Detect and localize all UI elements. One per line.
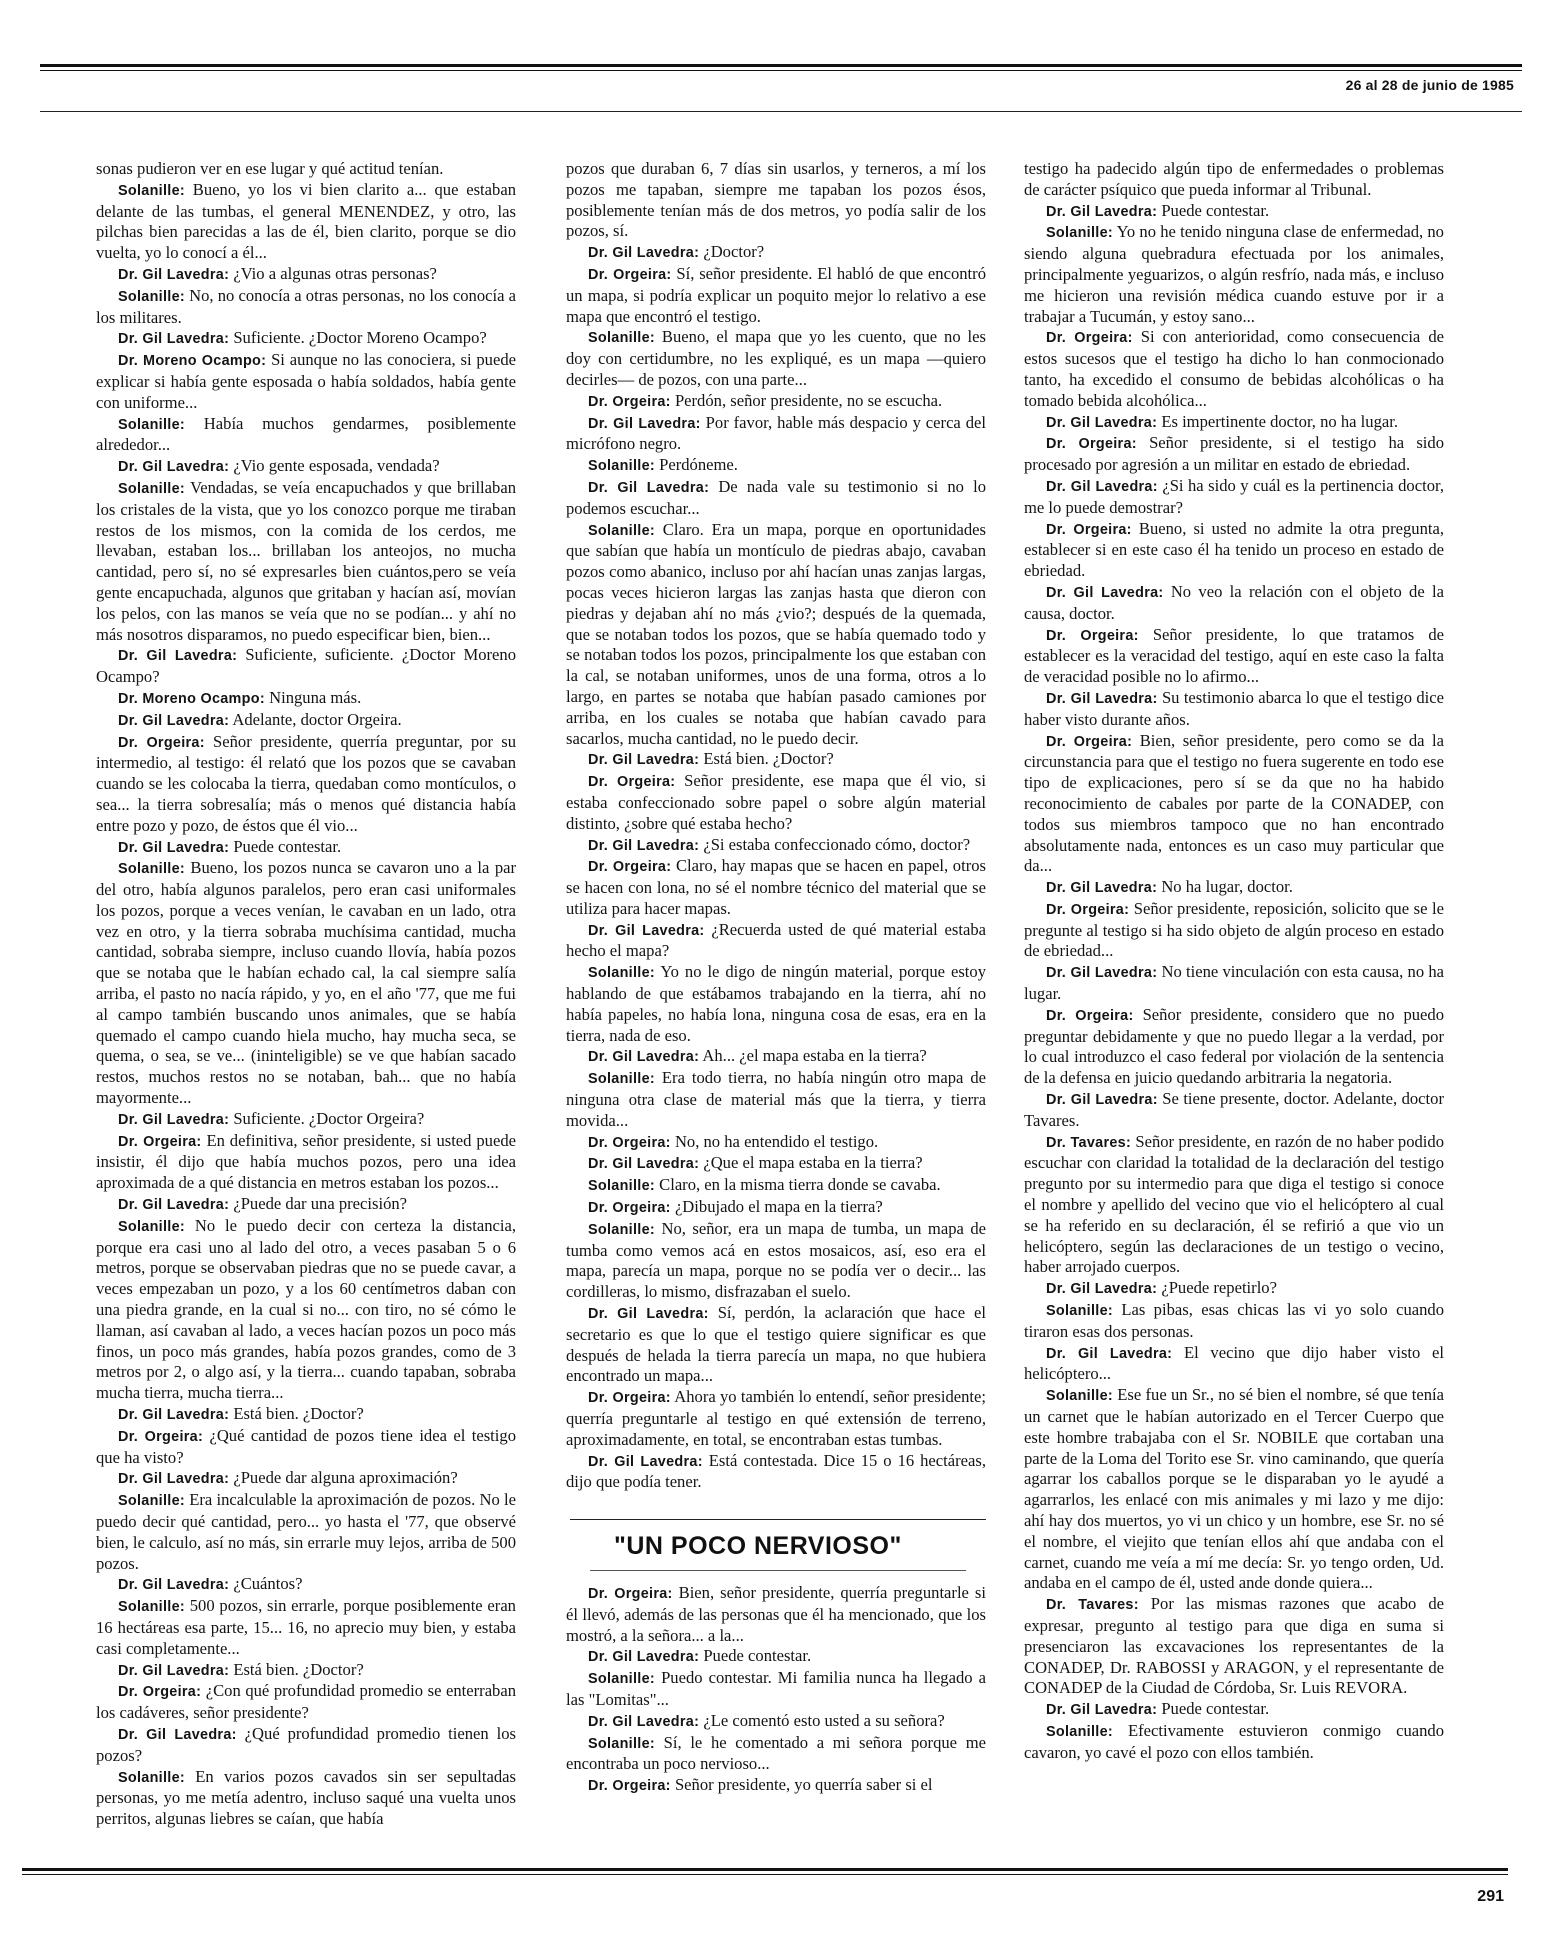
dialogue-paragraph — [96, 180, 516, 264]
speaker-label: Dr. Gil Lavedra: — [1046, 414, 1158, 431]
speech-text: Por las mismas razones que acabo de expresar, pregunto al testigo para que diga en suma si presenciaron las excavaciones los representantes de la CONADEP, Dr. RABOSSI y ARAGON, y el representante de CONADEP de la Ciudad de Córdoba, Sr. Luis REVORA. — [1024, 1594, 1444, 1698]
speech-text: En varios pozos cavados sin ser sepultadas personas, yo me metía adentro, incluso saqué una vuelta unos perritos, algunas liebres se caían, que había — [96, 1766, 516, 1829]
column-2-dialogue-continued — [566, 1583, 986, 1797]
speaker-label: Dr. Gil Lavedra: — [118, 266, 230, 283]
dialogue-paragraph — [566, 1219, 986, 1303]
dialogue-paragraph — [96, 732, 516, 837]
speech-text: ¿Recuerda usted de qué material estaba hecho el mapa? — [566, 919, 986, 961]
speech-text: Puede contestar. — [1161, 200, 1270, 220]
speaker-label: Dr. Gil Lavedra: — [118, 839, 230, 856]
speech-text: El vecino que dijo haber visto el helicóptero... — [1024, 1342, 1444, 1384]
speech-text: Señor presidente, en razón de no haber podido escuchar con claridad la totalidad de la declaración del testigo pregunto por su intermedio para que diga el testigo si conoce el nombre y apellido del vecino que vio el helicóptero al cual se ha referido en su declaración, él se refirió a que vio un helicóptero, según las declaraciones de un testigo o vecino, haber arrojado cuerpos. — [1024, 1131, 1444, 1277]
speaker-label: Dr. Gil Lavedra: — [588, 1306, 709, 1323]
speaker-label: Solanille: — [588, 1221, 655, 1238]
speaker-label: Solanille: — [1046, 225, 1113, 242]
dialogue-paragraph — [96, 1194, 516, 1216]
dialogue-paragraph — [566, 1068, 986, 1131]
speaker-label: Solanille: — [588, 330, 655, 347]
dialogue-paragraph — [96, 1426, 516, 1469]
dialogue-paragraph — [96, 1681, 516, 1724]
top-rule — [40, 64, 1522, 67]
dialogue-paragraph — [566, 1583, 986, 1646]
speech-text: Por favor, hable más despacio y cerca del micrófono negro. — [566, 412, 986, 454]
speaker-label: Solanille: — [118, 1218, 185, 1235]
dialogue-paragraph — [566, 520, 986, 750]
dialogue-paragraph — [566, 1387, 986, 1450]
dialogue-paragraph — [566, 962, 986, 1046]
speaker-label: Dr. Gil Lavedra: — [588, 922, 705, 939]
dialogue-paragraph — [1024, 433, 1444, 476]
speech-text: Sí, le he comentado a mi señora porque me encontraba un poco nervioso... — [566, 1732, 986, 1774]
speech-text: Claro. Era un mapa, porque en oportunidades que sabían que había un montículo de piedras abajo, cavaban pozos como abanico, incluso por ahí hacían unas zanjas largas, pocas veces hicieron largas las zanjas hasta que dieron con piedras y dejaban ahí no más ¿vio?; después de la quemada, que se notaban todos los pozos, que se había quemado todo y se notaban todos los pozos, principalmente los que estaban con la cal, se notaban uniformes, unos de una forma, otros a lo largo, en partes se notaba que habían pasado camiones por arriba, en los cuales se notaba que habían cavado para sacarlos, mucha cantidad, no le puedo decir. — [566, 519, 986, 748]
header-date: 26 al 28 de junio de 1985 — [1345, 77, 1514, 93]
speaker-label: Dr. Orgeira: — [1046, 1007, 1134, 1024]
speech-text: Efectivamente estuvieron conmigo cuando cavaron, yo cavé el pozo con ellos también. — [1024, 1720, 1445, 1762]
speaker-label: Dr. Orgeira: — [1046, 521, 1132, 538]
header-underline — [40, 111, 1522, 112]
dialogue-paragraph — [566, 159, 986, 242]
speech-text: Yo no he tenido ninguna clase de enfermedad, no siendo alguna quebradura efectuada por los animales, principalmente yeguarizos, o algún resfrío, nada más, e incluso me hicieron una revisión médica cuando estuve por ir a trabajar a Tucumán, y estoy sano... — [1024, 222, 1444, 326]
dialogue-paragraph — [1024, 877, 1444, 899]
speech-text: Suficiente, suficiente. ¿Doctor Moreno Ocampo? — [96, 645, 517, 687]
speech-text: Está bien. ¿Doctor? — [703, 749, 834, 769]
speech-text: Señor presidente, yo querría saber si el — [674, 1775, 933, 1795]
speaker-label: Dr. Orgeira: — [588, 1390, 671, 1407]
speaker-label: Dr. Gil Lavedra: — [118, 1111, 230, 1128]
speech-text: No, señor, era un mapa de tumba, un mapa de tumba como vemos acá en estos mosaicos, así, eso era el mapa, parecía un mapa, porque no se podía ver o decir... las cordilleras, lo mismo, disfrazaban el suelo. — [566, 1218, 987, 1302]
speaker-label: Solanille: — [1046, 1388, 1113, 1405]
speaker-label: Solanille: — [588, 965, 655, 982]
section-title: "UN POCO NERVIOSO" — [614, 1532, 902, 1561]
speaker-label: Solanille: — [588, 1735, 655, 1752]
speech-text: Puede contestar. — [703, 1646, 812, 1666]
speech-text: Había muchos gendarmes, posiblemente alrededor... — [96, 413, 516, 455]
speaker-label: Dr. Gil Lavedra: — [1046, 478, 1158, 495]
speech-text: ¿Cuántos? — [233, 1574, 303, 1594]
speech-text: Su testimonio abarca lo que el testigo dice haber visto durante años. — [1024, 687, 1444, 729]
speech-text: Bien, señor presidente, querría preguntarle si él llevó, además de las personas que él ha mencionado, que los mostró, a la señora... a la... — [566, 1583, 986, 1645]
dialogue-paragraph — [1024, 1132, 1444, 1279]
speech-text: Suficiente. ¿Doctor Orgeira? — [233, 1108, 425, 1128]
speaker-label: Dr. Gil Lavedra: — [118, 1471, 230, 1488]
dialogue-paragraph — [1024, 476, 1444, 519]
dialogue-paragraph — [1024, 688, 1444, 731]
speech-text: ¿Qué cantidad de pozos tiene idea el testigo que ha visto? — [96, 1425, 516, 1467]
speech-text: Señor presidente, si el testigo ha sido procesado por agresión a un militar en estado de ebriedad. — [1024, 433, 1444, 475]
speech-text: pozos que duraban 6, 7 días sin usarlos, y terneros, a mí los pozos me tapaban, siempre me tapaban los pozos ésos, posiblemente tenían más de dos metros, yo podía salir de los pozos, sí. — [566, 159, 986, 241]
dialogue-paragraph — [566, 1197, 986, 1219]
speech-text: ¿Vio a algunas otras personas? — [233, 263, 437, 283]
section-header — [570, 1519, 986, 1571]
speech-text: De nada vale su testimonio si no lo podemos escuchar... — [566, 476, 987, 518]
speech-text: No ha lugar, doctor. — [1161, 877, 1293, 897]
speaker-label: Dr. Gil Lavedra: — [588, 1649, 700, 1666]
speaker-label: Dr. Orgeira: — [588, 393, 671, 410]
dialogue-paragraph — [566, 264, 986, 327]
dialogue-paragraph — [566, 1175, 986, 1197]
speaker-label: Dr. Moreno Ocampo: — [118, 690, 265, 707]
dialogue-paragraph — [566, 455, 986, 477]
speaker-label: Dr. Orgeira: — [1046, 733, 1133, 750]
speech-text: ¿Qué profundidad promedio tienen los pozos? — [96, 1723, 517, 1765]
speech-text: Señor presidente, querría preguntar, por su intermedio, al testigo: él relató que los pozos que se cavaban cuando se les colocaba la tierra, quedaban como montículos, o sea... la tierra sobresalía; más o menos qué distancia había entre pozo y pozo, de éstos que él vio... — [96, 731, 516, 835]
dialogue-paragraph — [1024, 962, 1444, 1005]
speech-text: ¿Puede dar alguna aproximación? — [233, 1468, 458, 1488]
dialogue-paragraph — [96, 710, 516, 732]
speaker-label: Dr. Gil Lavedra: — [588, 479, 710, 496]
speaker-label: Solanille: — [118, 861, 185, 878]
dialogue-paragraph — [1024, 899, 1444, 962]
speaker-label: Solanille: — [1046, 1303, 1113, 1320]
speaker-label: Dr. Tavares: — [1046, 1597, 1139, 1614]
speech-text: Era todo tierra, no había ningún otro mapa de ninguna otra clase de material más que la tierra, y tierra movida... — [566, 1068, 986, 1130]
dialogue-paragraph — [1024, 1343, 1444, 1386]
speech-text: Es impertinente doctor, no ha lugar. — [1161, 411, 1398, 431]
speaker-label: Dr. Orgeira: — [1046, 436, 1137, 453]
dialogue-paragraph — [566, 771, 986, 834]
speech-text: Claro, en la misma tierra donde se cavaba. — [659, 1175, 941, 1195]
speaker-label: Dr. Gil Lavedra: — [588, 1453, 703, 1470]
speech-text: 500 pozos, sin errarle, porque posiblemente eran 16 hectáreas esa parte, 15... 16, no aprecio muy bien, y estaba casi completamente... — [96, 1596, 516, 1658]
dialogue-paragraph — [566, 477, 986, 520]
dialogue-paragraph — [96, 286, 516, 329]
speaker-label: Dr. Gil Lavedra: — [588, 415, 701, 432]
speech-text: Las pibas, esas chicas las vi yo solo cuando tiraron esas dos personas. — [1024, 1300, 1444, 1341]
speaker-label: Dr. Gil Lavedra: — [118, 1662, 230, 1679]
speaker-label: Dr. Gil Lavedra: — [1046, 965, 1158, 982]
speech-text: ¿Dibujado el mapa en la tierra? — [674, 1197, 883, 1217]
speaker-label: Dr. Gil Lavedra: — [1046, 1345, 1173, 1362]
dialogue-paragraph — [1024, 201, 1444, 223]
dialogue-paragraph — [96, 1767, 516, 1830]
speaker-label: Dr. Gil Lavedra: — [1046, 1281, 1158, 1298]
dialogue-paragraph — [1024, 625, 1444, 688]
dialogue-paragraph — [1024, 1385, 1444, 1594]
speaker-label: Dr. Gil Lavedra: — [1046, 584, 1164, 601]
bottom-rule — [22, 1868, 1508, 1871]
dialogue-paragraph — [96, 837, 516, 859]
dialogue-paragraph — [566, 856, 986, 919]
speaker-label: Solanille: — [588, 458, 655, 475]
speech-text: Puede contestar. — [233, 836, 342, 856]
speaker-label: Dr. Orgeira: — [588, 774, 676, 791]
speech-text: No, no conocía a otras personas, no los conocía a los militares. — [96, 285, 516, 327]
top-rule-thin — [40, 70, 1522, 71]
speech-text: ¿Le comentó esto usted a su señora? — [703, 1710, 945, 1730]
speech-text: Señor presidente, ese mapa que él vio, si estaba confeccionado sobre papel o sobre algún material distinto, ¿sobre qué estaba hecho? — [566, 771, 986, 833]
dialogue-paragraph — [1024, 519, 1444, 582]
dialogue-paragraph — [96, 645, 516, 688]
speech-text: Sí, señor presidente. El habló de que encontró un mapa, si podría explicar un poquito mejor lo relativo a ese mapa que encontró el testigo. — [566, 263, 986, 326]
dialogue-paragraph — [566, 1775, 986, 1797]
speaker-label: Solanille: — [588, 1178, 655, 1195]
speaker-label: Dr. Orgeira: — [588, 1200, 671, 1217]
dialogue-paragraph — [566, 1668, 986, 1711]
dialogue-paragraph — [96, 264, 516, 286]
dialogue-paragraph — [566, 1733, 986, 1776]
dialogue-paragraph — [566, 327, 986, 390]
section-title-underline — [590, 1570, 966, 1571]
speech-text: Si con anterioridad, como consecuencia de estos sucesos que el testigo ha dicho lo han conmocionado tanto, ha excedido el consumo de bebidas alcohólicas o ha tomado bebida alcohólica... — [1024, 327, 1444, 410]
speech-text: Adelante, doctor Orgeira. — [232, 709, 402, 729]
column-1 — [96, 159, 516, 1830]
speaker-label: Dr. Orgeira: — [118, 1684, 202, 1701]
speaker-label: Dr. Orgeira: — [118, 1133, 202, 1150]
speech-text: No tiene vinculación con esta causa, no ha lugar. — [1024, 962, 1444, 1004]
speech-text: ¿Si ha sido y cuál es la pertinencia doctor, me lo puede demostrar? — [1024, 475, 1445, 517]
speaker-label: Dr. Orgeira: — [588, 1134, 671, 1151]
dialogue-paragraph — [96, 688, 516, 710]
dialogue-paragraph — [566, 1132, 986, 1154]
speaker-label: Dr. Gil Lavedra: — [1046, 203, 1158, 220]
speech-text: Está bien. ¿Doctor? — [233, 1659, 364, 1679]
speech-text: Está bien. ¿Doctor? — [233, 1404, 364, 1424]
dialogue-paragraph — [1024, 222, 1444, 327]
speech-text: ¿Puede repetirlo? — [1161, 1278, 1277, 1298]
speaker-label: Dr. Gil Lavedra: — [1046, 880, 1158, 897]
speech-text: Ninguna más. — [269, 687, 362, 707]
dialogue-paragraph — [566, 1153, 986, 1175]
speech-text: Puedo contestar. Mi familia nunca ha llegado a las "Lomitas"... — [566, 1668, 986, 1709]
speech-text: Ese fue un Sr., no sé bien el nombre, sé que tenía un carnet que le habían autorizado en el Tercer Cuerpo que este hombre trabajaba con el Sr. NOBILE que cortaban una parte de la Loma del Torito ese Sr. vino caminando, que quería agarrar los caballos porque se le disparaban yo le ayudé a agarrarlos, les enlacé con mis animales y mi lazo y me dijo: ahí hay dos muertos, yo vi un chico y un hombre, ese Sr. no sé el nombre, el viejito que tenían ellos ahí que andaba con el carnet, cuando me veía a mí me decía: Sr. yo tengo orden, Ud. andaba en el campo de él, usted ande donde quiera... — [1024, 1385, 1444, 1593]
speech-text: Ahora yo también lo entendí, señor presidente; querría preguntarle al testigo en qué extensión de terreno, aproximadamente, en total, se encontraban estas tumbas. — [566, 1387, 987, 1449]
dialogue-paragraph — [1024, 1089, 1444, 1132]
dialogue-paragraph — [1024, 159, 1444, 201]
speaker-label: Dr. Gil Lavedra: — [118, 1407, 230, 1424]
speaker-label: Dr. Orgeira: — [588, 266, 672, 283]
speech-text: Señor presidente, reposición, solicito que se le pregunte al testigo si ha sido objeto de algún proceso en estado de ebriedad... — [1024, 898, 1445, 961]
speaker-label: Dr. Orgeira: — [588, 1778, 671, 1795]
speaker-label: Dr. Gil Lavedra: — [118, 712, 230, 729]
dialogue-paragraph — [96, 159, 516, 180]
speaker-label: Solanille: — [1046, 1723, 1113, 1740]
dialogue-paragraph — [96, 1404, 516, 1426]
speech-text: Está contestada. Dice 15 o 16 hectáreas, dijo que podía tener. — [566, 1450, 986, 1492]
dialogue-paragraph — [566, 1711, 986, 1733]
dialogue-paragraph — [96, 1109, 516, 1131]
speech-text: Bueno, si usted no admite la otra pregunta, establecer si en este caso él ha tenido un proceso en estado de ebriedad. — [1024, 518, 1444, 581]
speaker-label: Solanille: — [118, 416, 185, 433]
dialogue-paragraph — [96, 1660, 516, 1682]
speech-text: sonas pudieron ver en ese lugar y qué actitud tenían. — [96, 159, 444, 178]
speaker-label: Dr. Gil Lavedra: — [588, 837, 700, 854]
speech-text: Perdón, señor presidente, no se escucha. — [674, 390, 943, 410]
speech-text: Señor presidente, considero que no puedo preguntar debidamente y que no puedo llegar a la verdad, por lo cual introduzco el caso federal por violación de la sentencia de la defensa en juicio quedando arbitraria la negatoria. — [1024, 1004, 1445, 1088]
speaker-label: Dr. Gil Lavedra: — [118, 1197, 230, 1214]
speaker-label: Dr. Gil Lavedra: — [588, 752, 700, 769]
speech-text: No veo la relación con el objeto de la causa, doctor. — [1024, 581, 1444, 623]
speech-text: ¿Puede dar una precisión? — [233, 1194, 408, 1214]
speaker-label: Dr. Gil Lavedra: — [1046, 1702, 1158, 1719]
speaker-label: Solanille: — [588, 522, 655, 539]
speech-text: Vendadas, se veía encapuchados y que brillaban los cristales de la vista, que yo los conozco porque me tiraban restos de los mismos, con la comida de los cerdos, me llevaban, estaban los... brillaban los anteojos, no mucha cantidad, pero sí, no sé expresarles bien cuántos,pero se veía gente encapuchada, algunos que gritaban y hacían así, movían los pelos, con las manos se veía que no se podían... y ahí no más nosotros disparamos, no puedo especificar bien, bien... — [96, 477, 516, 644]
speech-text: Si aunque no las conociera, si puede explicar si había gente esposada o había soldados, había gente con uniforme... — [96, 350, 516, 412]
speaker-label: Solanille: — [118, 288, 185, 305]
speaker-label: Dr. Gil Lavedra: — [588, 1156, 700, 1173]
dialogue-paragraph — [96, 1131, 516, 1194]
speaker-label: Solanille: — [118, 480, 185, 497]
dialogue-paragraph — [1024, 1300, 1444, 1343]
speech-text: ¿Vio gente esposada, vendada? — [233, 456, 440, 476]
dialogue-paragraph — [566, 242, 986, 264]
speech-text: No le puedo decir con certeza la distancia, porque era casi uno al lado del otro, a veces pasaban 5 o 6 metros, porque se observaban piedras que no se puede cavar, a veces empezaban un pozo, y a los 60 centímetros daban con una piedra grande, en la cual si no... con tiro, no sé cómo le llaman, así cavaban al lado, a veces hacían pozos un poco más finos, un poco más grandes, había pozos grandes, como de 3 metros por 2, o algo así, y la tierra... cuando tapaban, sobraba mucha tierra, mucha tierra... — [96, 1215, 516, 1403]
speaker-label: Solanille: — [118, 1493, 185, 1510]
dialogue-paragraph — [96, 350, 516, 413]
column-2 — [566, 159, 986, 1797]
dialogue-paragraph — [96, 456, 516, 478]
speech-text: Sí, perdón, la aclaración que hace el secretario es que lo que el testigo quiere significar es que después de helada la tierra parecía un mapa, no que hubiera encontrado un mapa... — [566, 1303, 986, 1386]
speech-text: Ah... ¿el mapa estaba en la tierra? — [702, 1046, 927, 1066]
dialogue-paragraph — [1024, 1721, 1444, 1764]
speech-text: ¿Con qué profundidad promedio se enterraban los cadáveres, señor presidente? — [96, 1681, 517, 1723]
dialogue-paragraph — [1024, 582, 1444, 625]
dialogue-paragraph — [96, 1490, 516, 1574]
dialogue-paragraph — [96, 1596, 516, 1659]
dialogue-paragraph — [96, 1724, 516, 1767]
speech-text: Señor presidente, lo que tratamos de establecer es la veracidad del testigo, aquí en este caso la falta de veracidad posible no lo afirmo... — [1024, 624, 1444, 687]
dialogue-paragraph — [96, 1216, 516, 1404]
speaker-label: Solanille: — [588, 1671, 655, 1688]
dialogue-paragraph — [566, 391, 986, 413]
speech-text: Se tiene presente, doctor. Adelante, doctor Tavares. — [1024, 1089, 1444, 1130]
speaker-label: Dr. Gil Lavedra: — [588, 245, 700, 262]
speaker-label: Dr. Moreno Ocampo: — [118, 353, 267, 370]
dialogue-paragraph — [566, 1046, 986, 1068]
speaker-label: Solanille: — [118, 182, 185, 199]
speech-text: Yo no le digo de ningún material, porque estoy hablando de que estábamos trabajando en la tierra, ahí no había papeles, no había lona, ninguna cosa de esas, era en la tierra, nada de eso. — [566, 962, 986, 1045]
speaker-label: Solanille: — [118, 1769, 185, 1786]
speech-text: Bueno, los pozos nunca se cavaron uno a la par del otro, había algunos paralelos, pero eran casi uniformales los pozos, porque a veces venían, le cavaban en un lado, otra vez en otro, y la tierra sobraba muchísima cantidad, mucha cantidad, sobraba siempre, incluso cuando llovía, había pozos que se notaba que le habían echado cal, la cal siempre salía arriba, el pasto no nacía rápido, y yo, en el año '77, que me fui al campo también buscando unos animales, que se había quemado el campo cuando hiela mucho, hay mucha seca, se quema, o sea, se ve... (ininteligible) se ve que habían sacado restos, muchos restos no se notaban, bah... que no había mayormente... — [96, 858, 517, 1108]
speaker-label: Dr. Orgeira: — [118, 734, 205, 751]
speaker-label: Dr. Gil Lavedra: — [588, 1049, 700, 1066]
column-3 — [1024, 159, 1444, 1764]
speech-text: Claro, hay mapas que se hacen en papel, otros se hacen con lona, no sé el nombre técnico del material que se utiliza para hacer mapas. — [566, 856, 986, 918]
speaker-label: Dr. Gil Lavedra: — [1046, 690, 1158, 707]
column-2-dialogue — [566, 159, 986, 1493]
speaker-label: Dr. Gil Lavedra: — [118, 648, 238, 665]
dialogue-paragraph — [1024, 1594, 1444, 1699]
speech-text: Suficiente. ¿Doctor Moreno Ocampo? — [233, 328, 487, 348]
speaker-label: Dr. Gil Lavedra: — [118, 1726, 237, 1743]
speech-text: En definitiva, señor presidente, si usted puede insistir, él dijo que había muchos pozos, pero una idea aproximada de a qué distancia en metros estaban los pozos... — [96, 1130, 516, 1193]
dialogue-paragraph — [566, 835, 986, 857]
speaker-label: Dr. Orgeira: — [588, 1586, 673, 1602]
speaker-label: Solanille: — [588, 1071, 655, 1088]
dialogue-paragraph — [566, 1646, 986, 1668]
speech-text: ¿Si estaba confeccionado cómo, doctor? — [703, 834, 971, 854]
speaker-label: Dr. Orgeira: — [1046, 627, 1139, 644]
speaker-label: Dr. Gil Lavedra: — [118, 1577, 230, 1594]
speaker-label: Solanille: — [118, 1599, 185, 1616]
speaker-label: Dr. Gil Lavedra: — [118, 459, 230, 476]
dialogue-paragraph — [566, 749, 986, 771]
dialogue-paragraph — [1024, 1699, 1444, 1721]
speech-text: Puede contestar. — [1161, 1699, 1270, 1719]
speaker-label: Dr. Orgeira: — [588, 859, 672, 876]
dialogue-paragraph — [1024, 412, 1444, 434]
speaker-label: Dr. Orgeira: — [1046, 330, 1133, 347]
speech-text: ¿Doctor? — [703, 242, 765, 262]
dialogue-paragraph — [1024, 1278, 1444, 1300]
dialogue-paragraph — [1024, 731, 1444, 878]
dialogue-paragraph — [96, 414, 516, 457]
dialogue-paragraph — [1024, 327, 1444, 411]
speech-text: Bien, señor presidente, pero como se da la circunstancia para que el testigo no fuera sugerente en todo ese tipo de explicaciones, pero sí se da que no ha habido reconocimiento de cabales por parte de la CONADEP, con todos sus miembros tampoco que no han encontrado absolutamente nada, entonces es un caso muy particular que da... — [1024, 730, 1444, 876]
dialogue-paragraph — [96, 478, 516, 645]
dialogue-paragraph — [566, 920, 986, 963]
speaker-label: Dr. Gil Lavedra: — [588, 1713, 700, 1730]
dialogue-paragraph — [96, 1574, 516, 1596]
dialogue-paragraph — [96, 1468, 516, 1490]
speech-text: Bueno, yo los vi bien clarito a... que estaban delante de las tumbas, el general MENENDEZ, y otro, las pilchas bien parecidas a las de él, bien clarito, porque se dio vuelta, yo lo conocí a él... — [96, 179, 516, 263]
speaker-label: Dr. Orgeira: — [1046, 901, 1130, 918]
bottom-rule-thin — [22, 1874, 1508, 1875]
speaker-label: Dr. Gil Lavedra: — [118, 331, 230, 348]
dialogue-paragraph — [566, 1451, 986, 1494]
speech-text: No, no ha entendido el testigo. — [674, 1131, 879, 1151]
dialogue-paragraph — [566, 413, 986, 456]
dialogue-paragraph — [96, 858, 516, 1109]
page-number: 291 — [1477, 1888, 1504, 1905]
dialogue-paragraph — [566, 1303, 986, 1387]
speaker-label: Dr. Tavares: — [1046, 1134, 1132, 1151]
speaker-label: Dr. Gil Lavedra: — [1046, 1092, 1158, 1109]
speech-text: Perdóneme. — [659, 455, 738, 475]
speech-text: Bueno, el mapa que yo les cuento, que no les doy con certidumbre, no les expliqué, es un mapa —quiero decirles— de pozos, con una parte... — [566, 327, 986, 389]
speech-text: testigo ha padecido algún tipo de enfermedades o problemas de carácter psíquico que pueda informar al Tribunal. — [1024, 159, 1444, 199]
speaker-label: Dr. Orgeira: — [118, 1428, 204, 1445]
dialogue-paragraph — [1024, 1005, 1444, 1089]
dialogue-paragraph — [96, 328, 516, 350]
speech-text: Era incalculable la aproximación de pozos. No le puedo decir qué cantidad, pero... yo hasta el '77, que observé bien, le calculo, así no más, sin errarle muy lejos, arriba de 500 pozos. — [96, 1490, 516, 1573]
speech-text: ¿Que el mapa estaba en la tierra? — [703, 1153, 923, 1173]
